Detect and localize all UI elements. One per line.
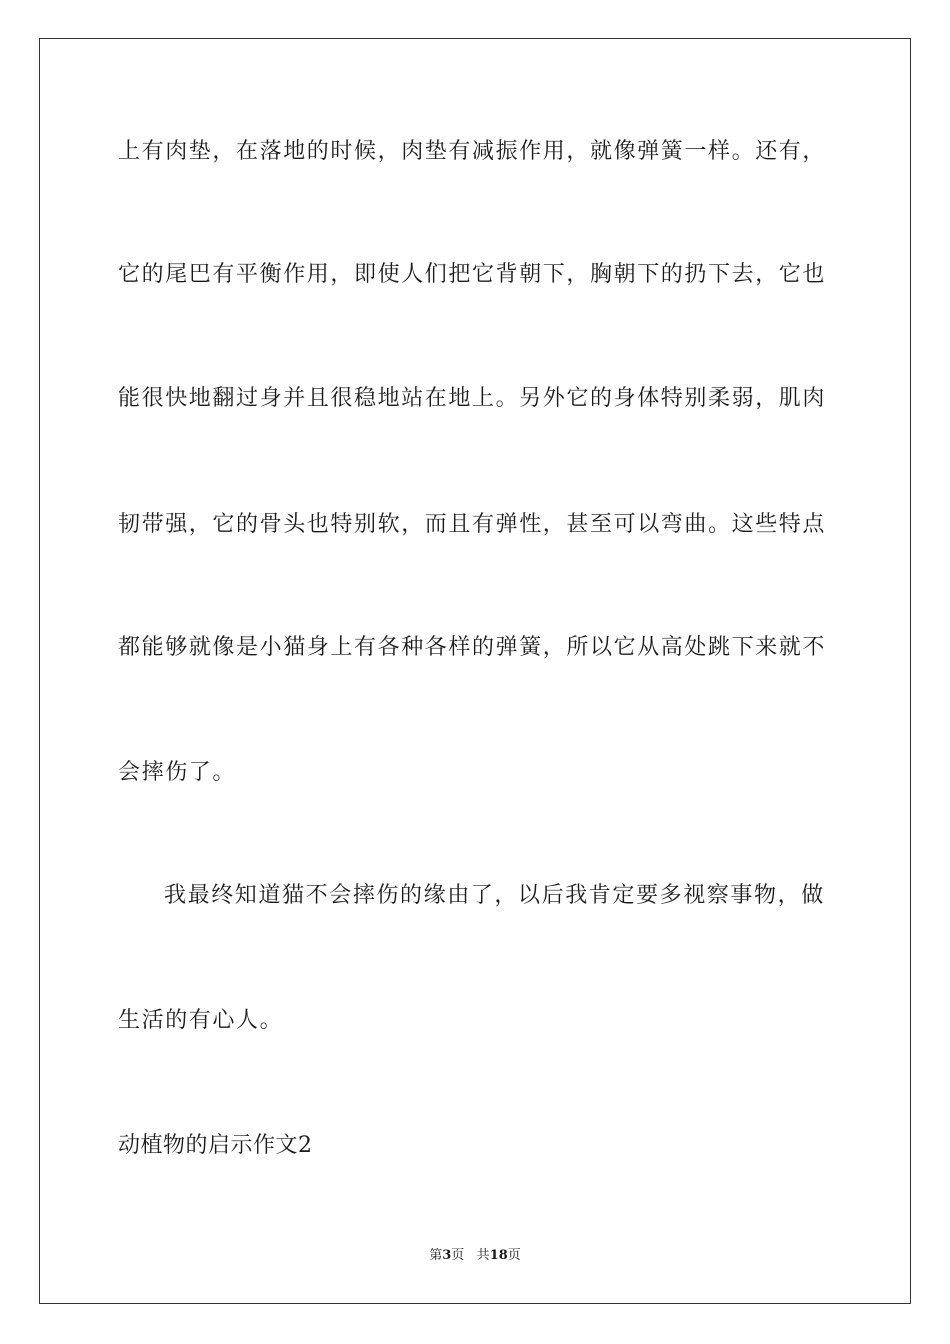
body-text-line: 都能够就像是小猫身上有各种各样的弹簧，所以它从高处跳下来就不	[118, 635, 827, 660]
page-border	[39, 38, 911, 1304]
total-suffix: 页	[507, 1248, 521, 1263]
total-pages: 18	[489, 1248, 508, 1263]
page-footer	[0, 1247, 950, 1265]
body-text-line: 韧带强，它的骨头也特别软，而且有弹性，甚至可以弯曲。这些特点	[118, 512, 827, 537]
page-number: 3	[442, 1248, 452, 1263]
section-heading: 动植物的启示作文2	[118, 1133, 313, 1158]
body-text-line: 会摔伤了。	[118, 760, 237, 785]
body-text-line: 它的尾巴有平衡作用，即使人们把它背朝下，胸朝下的扔下去，它也	[118, 262, 827, 287]
total-prefix: 共	[476, 1248, 490, 1263]
page-suffix: 页	[451, 1248, 465, 1263]
body-text-line: 生活的有心人。	[118, 1008, 284, 1033]
paragraph-first-line: 我最终知道猫不会摔伤的缘由了，以后我肯定要多视察事物，做	[164, 883, 825, 908]
body-text-line: 上有肉垫，在落地的时候，肉垫有减振作用，就像弹簧一样。还有，	[118, 139, 827, 164]
body-text-line: 能很快地翻过身并且很稳地站在地上。另外它的身体特别柔弱，肌肉	[118, 386, 827, 411]
page-prefix: 第	[429, 1248, 443, 1263]
